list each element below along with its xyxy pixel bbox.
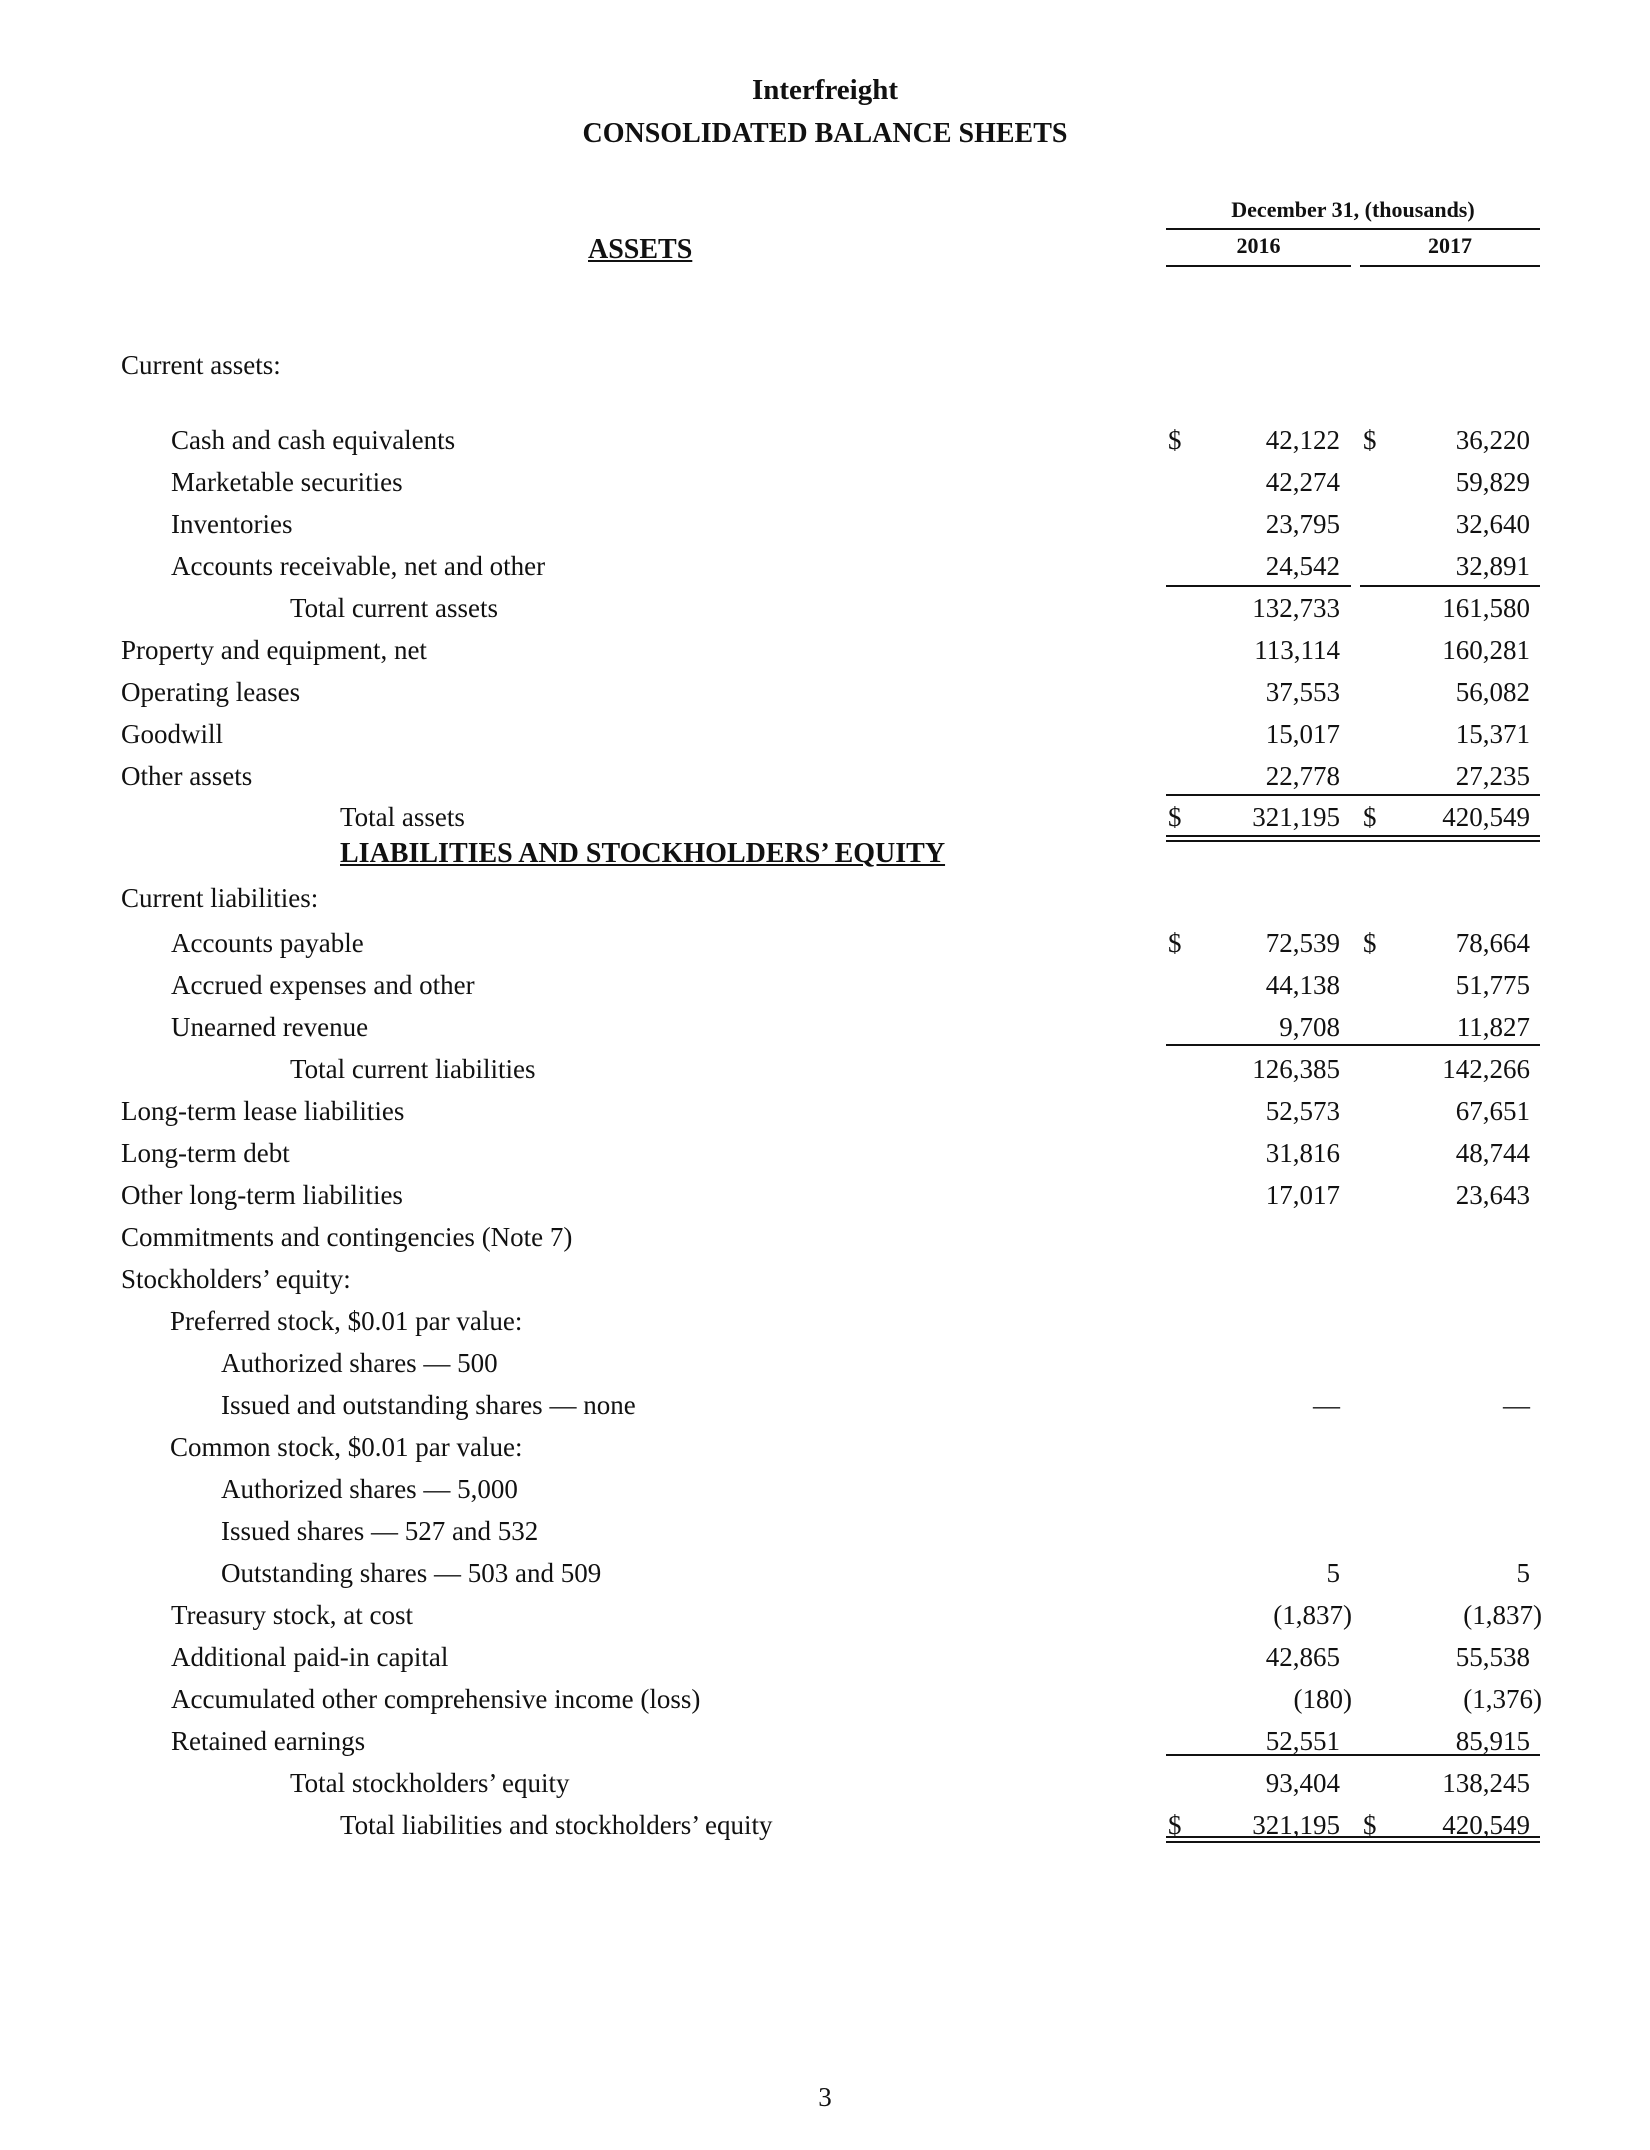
table-row: [0, 425, 1650, 465]
row-label: Inventories: [171, 509, 293, 539]
value-2016: 15,017: [1265, 719, 1340, 749]
row-label: Retained earnings: [171, 1726, 366, 1756]
table-row: [0, 1558, 1650, 1598]
value-2017: 36,220: [1455, 425, 1530, 455]
row-label: Total assets: [340, 802, 465, 832]
table-row: [0, 1306, 1650, 1346]
row-label: Other long-term liabilities: [121, 1180, 403, 1210]
row-label: Total stockholders’ equity: [290, 1768, 570, 1798]
value-2016: 126,385: [1252, 1054, 1340, 1084]
table-row: [0, 1012, 1650, 1052]
row-label: Long-term lease liabilities: [121, 1096, 405, 1126]
table-row: [0, 509, 1650, 549]
value-2016: (1,837): [1273, 1600, 1352, 1630]
year-header-2017: 2017: [1360, 233, 1540, 267]
row-label: Accounts payable: [171, 928, 364, 958]
value-2017: 138,245: [1442, 1768, 1530, 1798]
value-2016: 52,551: [1265, 1726, 1340, 1756]
value-2016: 31,816: [1265, 1138, 1340, 1168]
total-double-rule: [1166, 1836, 1540, 1843]
value-2017: 55,538: [1455, 1642, 1530, 1672]
table-row: [0, 635, 1650, 675]
value-2016: 42,274: [1265, 467, 1340, 497]
currency-symbol-2016: $: [1168, 928, 1182, 958]
value-2017: 56,082: [1455, 677, 1530, 707]
liabilities-section-heading: LIABILITIES AND STOCKHOLDERS’ EQUITY: [340, 838, 946, 869]
row-label: Current assets:: [121, 350, 281, 380]
value-2016: 321,195: [1252, 1810, 1340, 1840]
row-label: Cash and cash equivalents: [171, 425, 456, 455]
currency-symbol-2017: $: [1363, 1810, 1377, 1840]
row-label: Preferred stock, $0.01 par value:: [170, 1306, 523, 1336]
table-row: [0, 1180, 1650, 1220]
value-2017: 78,664: [1455, 928, 1530, 958]
value-2017: 59,829: [1455, 467, 1530, 497]
value-2017: 85,915: [1455, 1726, 1530, 1756]
subtotal-rule: [1360, 585, 1540, 587]
row-label: Property and equipment, net: [121, 635, 427, 665]
value-2016: 37,553: [1265, 677, 1340, 707]
period-header: December 31, (thousands): [1166, 197, 1540, 230]
table-row: [0, 467, 1650, 507]
subtotal-rule: [1166, 1044, 1540, 1046]
value-2016: 5: [1326, 1558, 1340, 1588]
table-row: [0, 1642, 1650, 1682]
table-row: [0, 1726, 1650, 1766]
table-row: [0, 883, 1650, 923]
subtotal-rule: [1166, 585, 1351, 587]
table-row: [0, 1600, 1650, 1640]
row-label: Total current assets: [290, 593, 499, 623]
currency-symbol-2017: $: [1363, 802, 1377, 832]
value-2016: 93,404: [1265, 1768, 1340, 1798]
value-2016: 17,017: [1265, 1180, 1340, 1210]
row-label: Total liabilities and stockholders’ equity: [340, 1810, 773, 1840]
table-row: [0, 1390, 1650, 1430]
table-row: [0, 1348, 1650, 1388]
value-2017: 161,580: [1442, 593, 1530, 623]
row-label: Accrued expenses and other: [171, 970, 475, 1000]
value-2017: (1,837): [1463, 1600, 1542, 1630]
value-2017: 48,744: [1455, 1138, 1530, 1168]
year-header-2016: 2016: [1166, 233, 1351, 267]
currency-symbol-2016: $: [1168, 802, 1182, 832]
value-2016: 113,114: [1254, 635, 1340, 665]
table-row: [0, 1054, 1650, 1094]
table-row: [0, 970, 1650, 1010]
value-2017: 11,827: [1456, 1012, 1530, 1042]
row-label: Operating leases: [121, 677, 301, 707]
row-label: Issued and outstanding shares — none: [221, 1390, 636, 1420]
value-2017: 32,640: [1455, 509, 1530, 539]
row-label: Accumulated other comprehensive income (loss): [171, 1684, 701, 1714]
row-label: Accounts receivable, net and other: [171, 551, 546, 581]
row-label: Long-term debt: [121, 1138, 290, 1168]
value-2017: 142,266: [1442, 1054, 1530, 1084]
row-label: Outstanding shares — 503 and 509: [221, 1558, 602, 1588]
subtotal-rule: [1166, 794, 1540, 796]
row-label: Treasury stock, at cost: [171, 1600, 413, 1630]
value-2016: 42,122: [1265, 425, 1340, 455]
value-2016: 44,138: [1265, 970, 1340, 1000]
table-row: [0, 1432, 1650, 1472]
value-2017: 32,891: [1455, 551, 1530, 581]
table-row: [0, 1264, 1650, 1304]
value-2017: 23,643: [1455, 1180, 1530, 1210]
document-title: CONSOLIDATED BALANCE SHEETS: [582, 118, 1068, 149]
value-2016: 24,542: [1265, 551, 1340, 581]
table-row: [0, 1516, 1650, 1556]
value-2016: 321,195: [1252, 802, 1340, 832]
value-2016: 42,865: [1265, 1642, 1340, 1672]
row-label: Issued shares — 527 and 532: [221, 1516, 539, 1546]
value-2016: 23,795: [1265, 509, 1340, 539]
table-row: [0, 1474, 1650, 1514]
value-2017: 420,549: [1442, 802, 1530, 832]
row-label: Authorized shares — 500: [221, 1348, 498, 1378]
value-2017: (1,376): [1463, 1684, 1542, 1714]
table-row: [0, 928, 1650, 968]
total-double-rule: [1166, 835, 1540, 842]
value-2016: 22,778: [1265, 761, 1340, 791]
currency-symbol-2016: $: [1168, 425, 1182, 455]
table-row: [0, 719, 1650, 759]
value-2017: 420,549: [1442, 1810, 1530, 1840]
table-row: [0, 593, 1650, 633]
table-row: [0, 1222, 1650, 1262]
subtotal-rule: [1166, 1754, 1540, 1756]
value-2017: 51,775: [1455, 970, 1530, 1000]
table-row: [0, 1138, 1650, 1178]
row-label: Authorized shares — 5,000: [221, 1474, 518, 1504]
value-2016: 132,733: [1252, 593, 1340, 623]
value-2016: (180): [1293, 1684, 1352, 1714]
value-2016: 72,539: [1265, 928, 1340, 958]
row-label: Total current liabilities: [290, 1054, 536, 1084]
table-row: [0, 1096, 1650, 1136]
table-row: [0, 1768, 1650, 1808]
page-number: 3: [818, 2082, 832, 2112]
row-label: Stockholders’ equity:: [121, 1264, 351, 1294]
value-2016: 52,573: [1265, 1096, 1340, 1126]
row-label: Common stock, $0.01 par value:: [170, 1432, 523, 1462]
currency-symbol-2016: $: [1168, 1810, 1182, 1840]
company-name: Interfreight: [751, 74, 899, 106]
table-row: [0, 677, 1650, 717]
currency-symbol-2017: $: [1363, 928, 1377, 958]
value-2017: 5: [1516, 1558, 1530, 1588]
value-2017: 27,235: [1455, 761, 1530, 791]
row-label: Commitments and contingencies (Note 7): [121, 1222, 573, 1252]
row-label: Other assets: [121, 761, 253, 791]
assets-section-heading: ASSETS: [588, 234, 693, 265]
row-label: Additional paid-in capital: [171, 1642, 449, 1672]
value-2017: —: [1503, 1390, 1530, 1420]
row-label: Current liabilities:: [121, 883, 319, 913]
value-2017: 160,281: [1442, 635, 1530, 665]
value-2017: 15,371: [1455, 719, 1530, 749]
value-2016: 9,708: [1279, 1012, 1340, 1042]
table-row: [0, 1684, 1650, 1724]
row-label: Marketable securities: [171, 467, 403, 497]
table-row: [0, 1810, 1650, 1850]
value-2016: —: [1313, 1390, 1340, 1420]
row-label: Goodwill: [121, 719, 224, 749]
value-2017: 67,651: [1455, 1096, 1530, 1126]
table-row: [0, 350, 1650, 390]
currency-symbol-2017: $: [1363, 425, 1377, 455]
row-label: Unearned revenue: [171, 1012, 369, 1042]
